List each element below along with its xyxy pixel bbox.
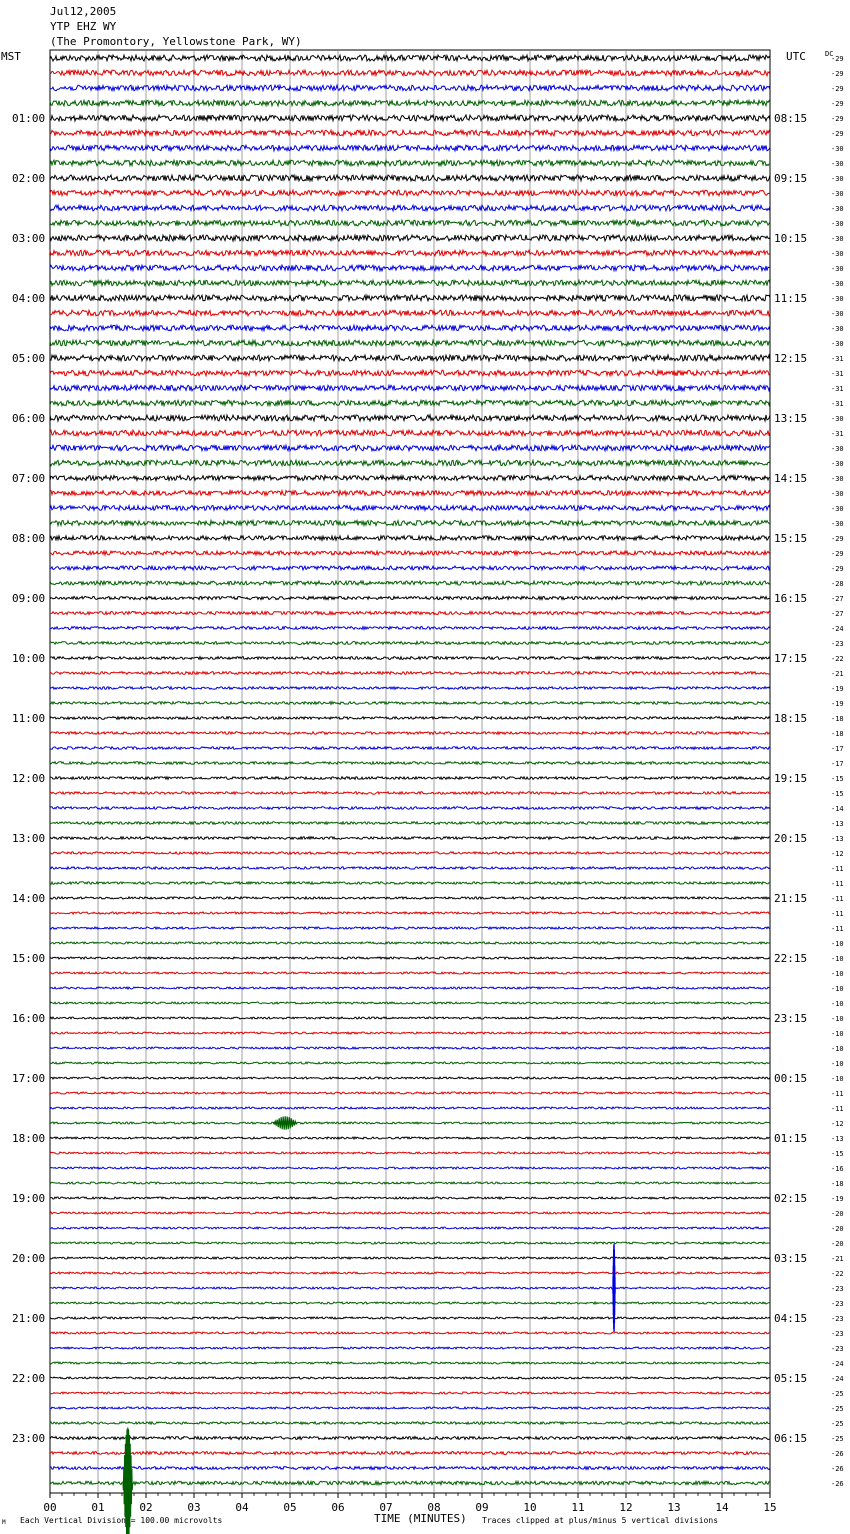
dc-offset-label: -13 — [831, 820, 844, 828]
left-hour-label: 10:00 — [12, 652, 46, 665]
dc-offset-label: -11 — [831, 1090, 844, 1098]
trace-row — [50, 807, 770, 810]
dc-offset-label: -29 — [831, 565, 844, 573]
dc-offset-label: -31 — [831, 355, 844, 363]
left-hour-label: 04:00 — [12, 292, 46, 305]
dc-offset-label: -18 — [831, 1180, 844, 1188]
trace-row — [50, 1481, 770, 1485]
dc-offset-label: -30 — [831, 175, 844, 183]
trace-row — [50, 551, 770, 555]
x-tick-label: 01 — [91, 1501, 105, 1514]
left-hour-label: 16:00 — [12, 1012, 46, 1025]
seismic-event — [273, 1116, 297, 1129]
dc-offset-label: -11 — [831, 925, 844, 933]
right-hour-label: 03:15 — [774, 1252, 808, 1265]
x-tick-label: 11 — [571, 1501, 585, 1514]
left-hour-label: 17:00 — [12, 1072, 46, 1085]
trace-row — [50, 295, 770, 301]
trace-row — [50, 280, 770, 286]
trace-row — [50, 1302, 770, 1304]
dc-label: DC — [825, 50, 834, 58]
trace-row — [50, 777, 770, 780]
right-hour-label: 13:15 — [774, 412, 808, 425]
dc-offset-label: -12 — [831, 850, 844, 858]
right-hour-label: 08:15 — [774, 112, 808, 125]
trace-row — [50, 70, 770, 76]
dc-offset-label: -11 — [831, 880, 844, 888]
dc-offset-label: -21 — [831, 670, 844, 678]
dc-offset-label: -10 — [831, 1015, 844, 1023]
plot-date: Jul12,2005 — [50, 5, 117, 18]
left-hour-label: 03:00 — [12, 232, 46, 245]
dc-offset-label: -29 — [831, 85, 844, 93]
x-tick-label: 13 — [667, 1501, 681, 1514]
dc-offset-label: -29 — [831, 550, 844, 558]
trace-row — [50, 1152, 770, 1154]
dc-offset-label: -10 — [831, 940, 844, 948]
dc-offset-label: -30 — [831, 490, 844, 498]
trace-row — [50, 566, 770, 570]
right-hour-label: 14:15 — [774, 472, 808, 485]
dc-offset-label: -25 — [831, 1435, 844, 1443]
dc-offset-label: -22 — [831, 1270, 844, 1278]
left-hour-label: 23:00 — [12, 1432, 46, 1445]
right-hour-label: 09:15 — [774, 172, 808, 185]
x-tick-label: 12 — [619, 1501, 633, 1514]
right-hour-label: 21:15 — [774, 892, 808, 905]
trace-row — [50, 536, 770, 540]
dc-offset-label: -14 — [831, 805, 844, 813]
dc-offset-label: -23 — [831, 640, 844, 648]
trace-row — [50, 220, 770, 226]
trace-row — [50, 1317, 770, 1319]
dc-offset-label: -30 — [831, 520, 844, 528]
dc-offset-label: -30 — [831, 325, 844, 333]
dc-offset-label: -24 — [831, 1375, 844, 1383]
trace-row — [50, 792, 770, 795]
right-hour-label: 17:15 — [774, 652, 808, 665]
dc-offset-label: -31 — [831, 400, 844, 408]
dc-offset-label: -15 — [831, 775, 844, 783]
trace-row — [50, 1347, 770, 1349]
dc-offset-label: -29 — [831, 70, 844, 78]
dc-offset-label: -29 — [831, 535, 844, 543]
dc-offset-label: -29 — [831, 55, 844, 63]
trace-row — [50, 476, 770, 481]
dc-offset-label: -25 — [831, 1390, 844, 1398]
trace-row — [50, 1092, 770, 1094]
dc-offset-label: -10 — [831, 1000, 844, 1008]
clipping-note: Traces clipped at plus/minus 5 vertical divisions — [482, 1516, 719, 1525]
trace-row — [50, 687, 770, 690]
x-axis-title: TIME (MINUTES) — [374, 1512, 467, 1525]
dc-offset-label: -30 — [831, 340, 844, 348]
trace-row — [50, 1197, 770, 1199]
trace-row — [50, 1392, 770, 1394]
dc-offset-label: -16 — [831, 1165, 844, 1173]
left-hour-label: 08:00 — [12, 532, 46, 545]
trace-row — [50, 1032, 770, 1034]
right-hour-label: 22:15 — [774, 952, 808, 965]
dc-offset-label: -31 — [831, 385, 844, 393]
dc-offset-label: -15 — [831, 1150, 844, 1158]
dc-offset-label: -23 — [831, 1345, 844, 1353]
trace-row — [50, 972, 770, 974]
dc-offset-label: -23 — [831, 1300, 844, 1308]
right-hour-label: 06:15 — [774, 1432, 808, 1445]
dc-offset-label: -24 — [831, 1360, 844, 1368]
trace-row — [50, 1122, 770, 1124]
dc-offset-label: -30 — [831, 220, 844, 228]
dc-offset-label: -10 — [831, 955, 844, 963]
dc-offset-label: -20 — [831, 1210, 844, 1218]
dc-offset-label: -10 — [831, 985, 844, 993]
trace-row — [50, 1002, 770, 1004]
left-hour-label: 01:00 — [12, 112, 46, 125]
left-hour-label: 02:00 — [12, 172, 46, 185]
plot-frame — [50, 50, 770, 1493]
dc-offset-label: -19 — [831, 700, 844, 708]
right-hour-label: 15:15 — [774, 532, 808, 545]
trace-row — [50, 867, 770, 869]
right-hour-label: 12:15 — [774, 352, 808, 365]
trace-row — [50, 1272, 770, 1274]
dc-offset-label: -30 — [831, 415, 844, 423]
trace-row — [50, 85, 770, 91]
x-tick-label: 06 — [331, 1501, 345, 1514]
trace-row — [50, 370, 770, 376]
trace-row — [50, 717, 770, 720]
dc-offset-label: -10 — [831, 1075, 844, 1083]
x-tick-label: 14 — [715, 1501, 729, 1514]
trace-row — [50, 145, 770, 151]
dc-offset-label: -11 — [831, 1105, 844, 1113]
left-hour-label: 09:00 — [12, 592, 46, 605]
dc-offset-label: -26 — [831, 1450, 844, 1458]
trace-row — [50, 702, 770, 705]
trace-row — [50, 385, 770, 391]
trace-row — [50, 400, 770, 406]
right-hour-label: 18:15 — [774, 712, 808, 725]
trace-row — [50, 1362, 770, 1364]
left-hour-label: 14:00 — [12, 892, 46, 905]
dc-offset-label: -25 — [831, 1405, 844, 1413]
left-hour-label: 11:00 — [12, 712, 46, 725]
dc-offset-label: -26 — [831, 1480, 844, 1488]
station-location: (The Promontory, Yellowstone Park, WY) — [50, 35, 302, 48]
trace-row — [50, 205, 770, 211]
trace-row — [50, 1077, 770, 1079]
trace-row — [50, 897, 770, 899]
trace-row — [50, 627, 770, 630]
dc-offset-label: -30 — [831, 460, 844, 468]
right-hour-label: 19:15 — [774, 772, 808, 785]
trace-row — [50, 460, 770, 466]
left-timezone-label: MST — [1, 50, 21, 63]
x-tick-label: 02 — [139, 1501, 153, 1514]
trace-row — [50, 1047, 770, 1049]
trace-row — [50, 732, 770, 735]
trace-row — [50, 235, 770, 241]
trace-row — [50, 115, 770, 121]
trace-row — [50, 1137, 770, 1139]
dc-offset-label: -19 — [831, 1195, 844, 1203]
trace-row — [50, 1422, 770, 1424]
dc-offset-label: -30 — [831, 160, 844, 168]
dc-offset-label: -29 — [831, 100, 844, 108]
trace-row — [50, 837, 770, 840]
right-hour-label: 20:15 — [774, 832, 808, 845]
trace-row — [50, 1182, 770, 1184]
trace-row — [50, 521, 770, 526]
dc-offset-label: -30 — [831, 190, 844, 198]
dc-offset-label: -10 — [831, 970, 844, 978]
trace-row — [50, 1212, 770, 1214]
trace-row — [50, 130, 770, 136]
trace-row — [50, 747, 770, 750]
trace-row — [50, 987, 770, 989]
left-hour-label: 15:00 — [12, 952, 46, 965]
dc-offset-label: -27 — [831, 595, 844, 603]
left-hour-label: 21:00 — [12, 1312, 46, 1325]
trace-row — [50, 1017, 770, 1019]
trace-row — [50, 1332, 770, 1334]
dc-offset-label: -18 — [831, 730, 844, 738]
dc-offset-label: -19 — [831, 685, 844, 693]
dc-offset-label: -10 — [831, 1030, 844, 1038]
trace-row — [50, 325, 770, 331]
dc-offset-label: -29 — [831, 130, 844, 138]
trace-row — [50, 657, 770, 660]
trace-row — [50, 1242, 770, 1244]
dc-offset-label: -21 — [831, 1255, 844, 1263]
trace-row — [50, 491, 770, 496]
dc-offset-label: -28 — [831, 580, 844, 588]
trace-row — [50, 1257, 770, 1259]
dc-offset-label: -31 — [831, 370, 844, 378]
left-hour-label: 13:00 — [12, 832, 46, 845]
vertical-division-note: Each Vertical Division = 100.00 microvolts — [20, 1516, 223, 1525]
dc-offset-label: -30 — [831, 205, 844, 213]
right-hour-label: 11:15 — [774, 292, 808, 305]
left-hour-label: 18:00 — [12, 1132, 46, 1145]
trace-row — [50, 1437, 770, 1440]
trace-row — [50, 912, 770, 914]
trace-row — [50, 762, 770, 765]
x-tick-label: 07 — [379, 1501, 393, 1514]
left-hour-label: 22:00 — [12, 1372, 46, 1385]
trace-row — [50, 190, 770, 196]
x-tick-label: 10 — [523, 1501, 537, 1514]
dc-offset-label: -15 — [831, 790, 844, 798]
dc-offset-label: -30 — [831, 235, 844, 243]
dc-offset-label: -18 — [831, 715, 844, 723]
right-hour-label: 23:15 — [774, 1012, 808, 1025]
trace-row — [50, 1227, 770, 1229]
left-hour-label: 20:00 — [12, 1252, 46, 1265]
trace-row — [50, 852, 770, 854]
trace-row — [50, 822, 770, 825]
trace-row — [50, 250, 770, 256]
dc-offset-label: -17 — [831, 745, 844, 753]
dc-offset-label: -17 — [831, 760, 844, 768]
x-tick-label: 09 — [475, 1501, 489, 1514]
x-tick-label: 15 — [763, 1501, 777, 1514]
trace-row — [50, 1407, 770, 1409]
dc-offset-label: -27 — [831, 610, 844, 618]
dc-offset-label: -25 — [831, 1420, 844, 1428]
trace-row — [50, 160, 770, 166]
trace-row — [50, 581, 770, 585]
trace-row — [50, 642, 770, 645]
dc-offset-label: -29 — [831, 115, 844, 123]
x-tick-label: 08 — [427, 1501, 441, 1514]
trace-row — [50, 882, 770, 884]
right-hour-label: 04:15 — [774, 1312, 808, 1325]
right-hour-label: 05:15 — [774, 1372, 808, 1385]
trace-row — [50, 340, 770, 346]
dc-offset-label: -30 — [831, 280, 844, 288]
dc-offset-label: -30 — [831, 475, 844, 483]
right-hour-label: 10:15 — [774, 232, 808, 245]
trace-row — [50, 265, 770, 271]
left-hour-label: 05:00 — [12, 352, 46, 365]
dc-offset-label: -30 — [831, 505, 844, 513]
dc-offset-label: -30 — [831, 445, 844, 453]
trace-row — [50, 596, 770, 599]
dc-offset-label: -30 — [831, 265, 844, 273]
dc-offset-label: -13 — [831, 1135, 844, 1143]
trace-row — [50, 611, 770, 614]
dc-offset-label: -23 — [831, 1285, 844, 1293]
trace-row — [50, 1107, 770, 1109]
dc-offset-label: -22 — [831, 655, 844, 663]
trace-row — [50, 1062, 770, 1064]
dc-offset-label: -26 — [831, 1465, 844, 1473]
x-tick-label: 00 — [43, 1501, 57, 1514]
right-timezone-label: UTC — [786, 50, 806, 63]
seismic-event — [613, 1244, 615, 1332]
dc-offset-label: -30 — [831, 310, 844, 318]
dc-offset-label: -11 — [831, 910, 844, 918]
trace-row — [50, 415, 770, 421]
left-hour-label: 06:00 — [12, 412, 46, 425]
corner-mark: M — [2, 1519, 6, 1526]
trace-row — [50, 672, 770, 675]
trace-row — [50, 175, 770, 181]
trace-row — [50, 942, 770, 944]
left-hour-label: 19:00 — [12, 1192, 46, 1205]
trace-row — [50, 1167, 770, 1169]
dc-offset-label: -20 — [831, 1240, 844, 1248]
right-hour-label: 00:15 — [774, 1072, 808, 1085]
trace-row — [50, 506, 770, 511]
x-tick-label: 05 — [283, 1501, 297, 1514]
left-hour-label: 12:00 — [12, 772, 46, 785]
dc-offset-label: -30 — [831, 295, 844, 303]
right-hour-label: 01:15 — [774, 1132, 808, 1145]
trace-row — [50, 1452, 770, 1455]
trace-row — [50, 957, 770, 959]
x-tick-label: 04 — [235, 1501, 249, 1514]
trace-row — [50, 310, 770, 316]
trace-row — [50, 55, 770, 61]
right-hour-label: 16:15 — [774, 592, 808, 605]
station-code: YTP EHZ WY — [50, 20, 117, 33]
dc-offset-label: -23 — [831, 1315, 844, 1323]
x-tick-label: 03 — [187, 1501, 201, 1514]
dc-offset-label: -23 — [831, 1330, 844, 1338]
right-hour-label: 02:15 — [774, 1192, 808, 1205]
dc-offset-label: -24 — [831, 625, 844, 633]
dc-offset-label: -13 — [831, 835, 844, 843]
dc-offset-label: -11 — [831, 895, 844, 903]
trace-row — [50, 1377, 770, 1379]
left-hour-label: 07:00 — [12, 472, 46, 485]
trace-row — [50, 100, 770, 106]
dc-offset-label: -30 — [831, 250, 844, 258]
dc-offset-label: -11 — [831, 865, 844, 873]
dc-offset-label: -10 — [831, 1060, 844, 1068]
dc-offset-label: -30 — [831, 145, 844, 153]
trace-row — [50, 927, 770, 929]
trace-row — [50, 1467, 770, 1470]
dc-offset-label: -10 — [831, 1045, 844, 1053]
trace-row — [50, 1287, 770, 1289]
dc-offset-label: -12 — [831, 1120, 844, 1128]
dc-offset-label: -20 — [831, 1225, 844, 1233]
trace-row — [50, 355, 770, 361]
trace-row — [50, 430, 770, 436]
trace-row — [50, 445, 770, 451]
dc-offset-label: -31 — [831, 430, 844, 438]
